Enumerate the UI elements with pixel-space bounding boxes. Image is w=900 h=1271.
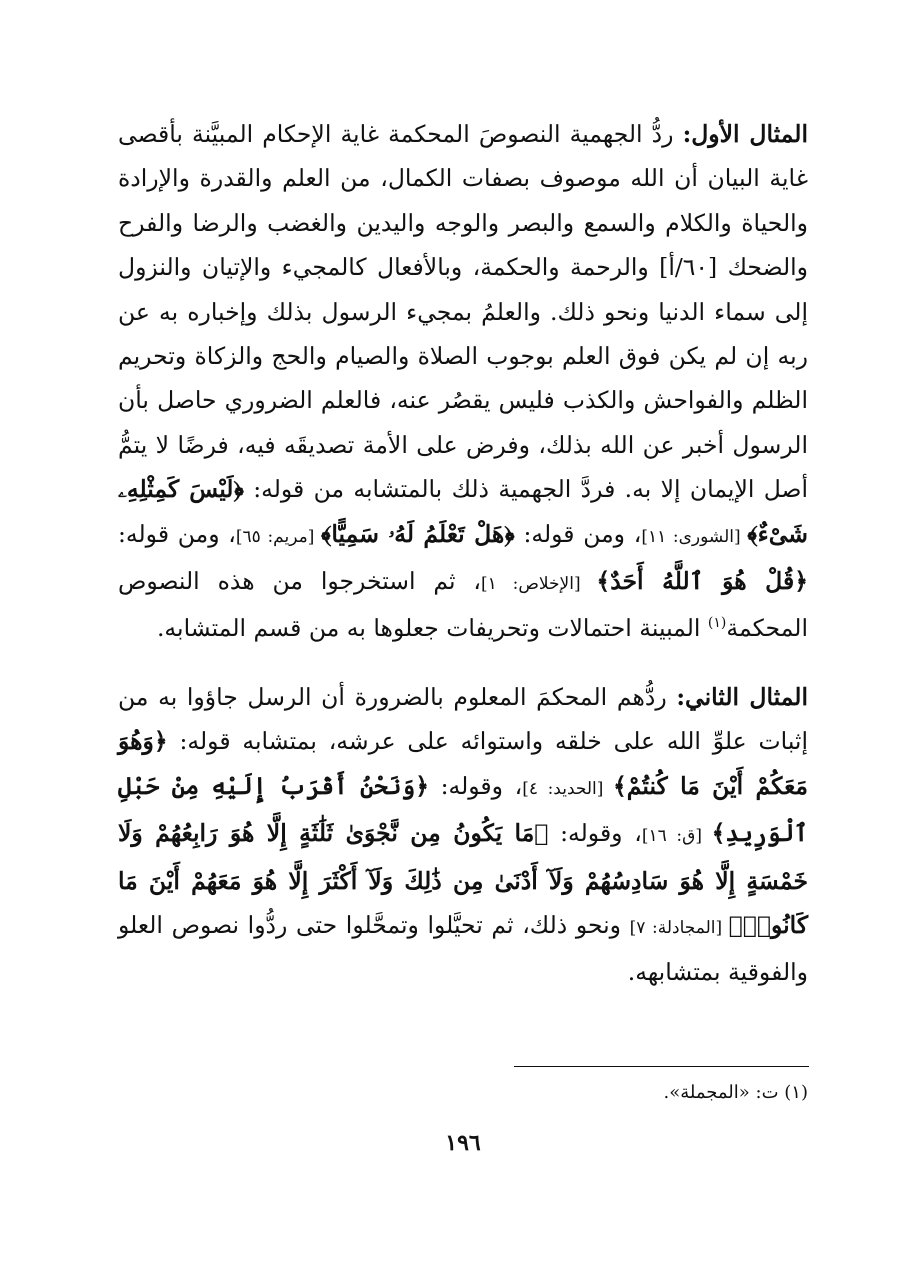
example-one-text-e: المبينة احتمالات وتحريفات جعلوها به من قسم المتشابه. — [156, 614, 708, 643]
example-one-text-b: ، ومن قوله: — [514, 519, 642, 548]
verse-al-hadid: ﴿وَهُوَ مَعَكُمْ أَيْنَ مَا كُنتُمْ﴾ — [118, 727, 808, 800]
footnote-marker[interactable]: (١) — [707, 615, 727, 632]
verse-ash-shura: ﴿لَيْسَ كَمِثْلِهِۦ شَىْءٌ﴾ — [118, 475, 808, 548]
page-number: ١٩٦ — [445, 1130, 481, 1156]
example-two-text-d: ونحو ذلك، ثم تحيَّلوا وتمحَّلوا حتى ردُّوا نصوص العلو والفوقية بمتشابهه. — [118, 910, 808, 987]
verse-al-ikhlas: ﴿قُلْ هُوَ ٱللَّهُ أَحَدٌ﴾ — [596, 567, 808, 596]
verse-ref-qaf: [ق: ١٦] — [641, 826, 712, 847]
paragraph-example-two — [118, 675, 808, 995]
verse-ref-al-mujadila: [المجادلة: ٧] — [629, 917, 729, 938]
paragraph-example-one — [118, 112, 808, 651]
example-one-text-c: ، ومن قوله: — [118, 519, 236, 548]
example-one-label: المثال الأول: — [682, 120, 808, 148]
example-two-text-b: ، وقوله: — [428, 771, 523, 800]
footnote-number: (١) — [784, 1082, 808, 1103]
footnote-divider — [514, 1066, 809, 1067]
footnote-text: ت: «المجملة». — [663, 1082, 785, 1103]
example-two-text-a: ردُّهم المحكمَ المعلوم بالضرورة أن الرسل جاؤوا به من إثبات علوِّ الله على خلقه واستوائه على عرشه، بمتشابه قوله: — [118, 682, 808, 756]
example-two-text-c: ، وقوله: — [548, 819, 642, 848]
verse-maryam: ﴿هَلْ تَعْلَمُ لَهُۥ سَمِيًّا﴾ — [320, 519, 515, 548]
example-one-text-d: ، ثم استخرجوا من هذه النصوص المحكمة — [118, 567, 808, 643]
verse-qaf: ﴿وَنَحْنُ أَقْرَبُ إِلَيْهِ مِنْ حَبْلِ ٱلْوَرِيدِ﴾ — [118, 771, 809, 848]
example-one-text-a: ردُّ الجهمية النصوصَ المحكمة غاية الإحكام المبيَّنة بأقصى غاية البيان أن الله موصوف بصفات الكمال، من العلم والقدرة والإرادة والحياة والكلام والسمع والبصر والوجه واليدين والغضب والرضا والفرح والضحك [٦٠/أ] والرحمة والحكمة، وبالأفعال كالمجيء والإتيان والنزول إلى سماء الدنيا ونحو ذلك. والعلمُ بمجيء الرسول بذلك وإخباره به عن ربه إن لم يكن فوق العلم بوجوب الصلاة والصيام والحج والزكاة وتحريم الظلم والفواحش والكذب فليس يقصُر عنه، فالعلم الضروري حاصل بأن الرسول أخبر عن الله بذلك، وفرض على الأمة تصديقَه فيه، فرضًا لا يتمُّ أصل الإيمان إلا به. فردَّ الجهمية ذلك بالمتشابه من قوله: — [118, 120, 809, 504]
verse-ref-ash-shura: [الشورى: ١١] — [641, 526, 748, 547]
verse-ref-al-hadid: [الحديد: ٤] — [522, 778, 613, 799]
verse-ref-maryam: [مريم: ٦٥] — [235, 526, 321, 547]
verse-al-mujadila: ﴿مَا يَكُونُ مِن نَّجْوَىٰ ثَلَٰثَةٍ إِلَّا هُوَ رَابِعُهُمْ وَلَا خَمْسَةٍ إِلَّا هُوَ سَادِسُهُمْ وَلَآ أَدْنَىٰ مِن ذَٰلِكَ وَلَآ أَكْثَرَ إِلَّا هُوَ مَعَهُمْ أَيْنَ مَا كَانُوا۟﴾ — [118, 819, 809, 939]
footnote — [118, 1078, 808, 1108]
book-page — [118, 112, 808, 1262]
example-two-label: المثال الثاني: — [676, 682, 808, 711]
verse-ref-al-ikhlas: [الإخلاص: ١] — [481, 574, 597, 595]
